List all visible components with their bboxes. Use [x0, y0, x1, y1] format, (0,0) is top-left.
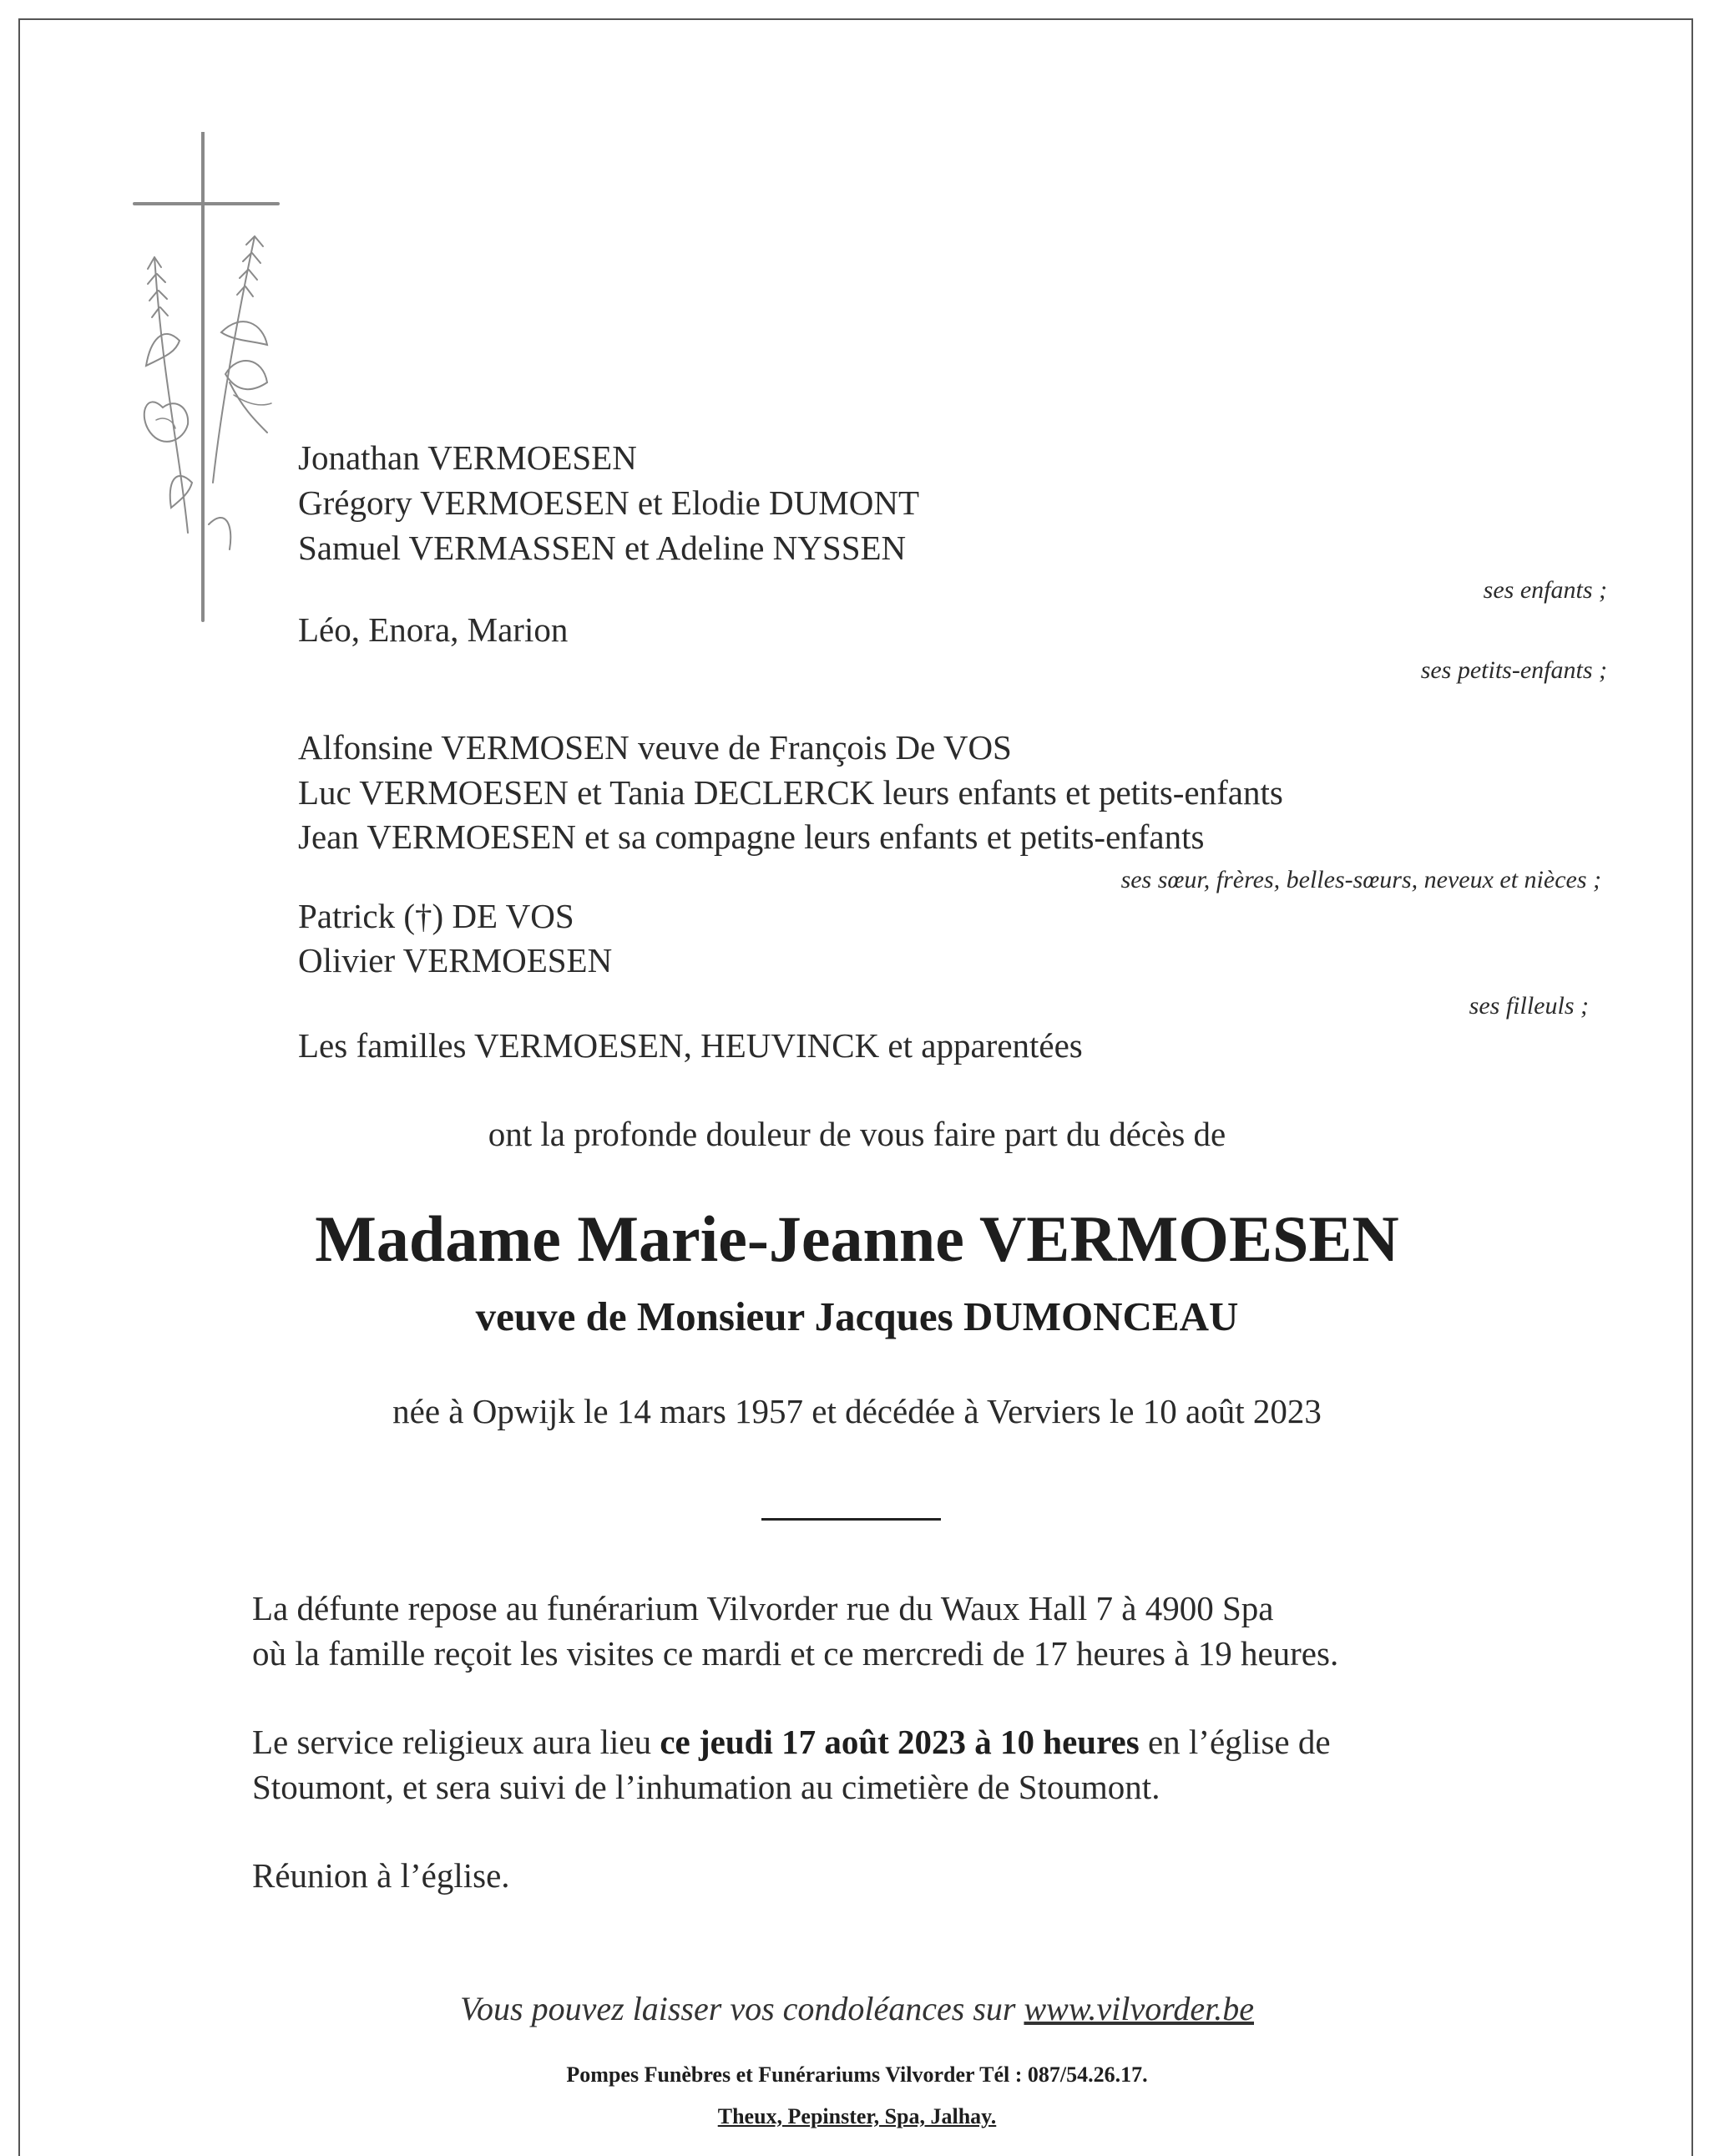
sibling-name: Alfonsine VERMOSEN veuve de François De VOS — [298, 728, 1012, 767]
announcement-intro: ont la profonde douleur de vous faire part du décès de — [488, 1115, 1226, 1153]
deceased-name: Madame Marie-Jeanne VERMOESEN — [315, 1202, 1399, 1275]
child-name: Jonathan VERMOESEN — [298, 438, 637, 477]
families-line: Les familles VERMOESEN, HEUVINCK et apparentées — [298, 1026, 1083, 1065]
widow-of-line: veuve de Monsieur Jacques DUMONCEAU — [475, 1293, 1239, 1339]
grandchildren-names: Léo, Enora, Marion — [298, 610, 569, 649]
condolences-line — [0, 1992, 1714, 2026]
footer-company: Pompes Funèbres et Funérariums Vilvorder Tél : 087/54.26.17. — [566, 2062, 1148, 2087]
godchild-name: Olivier VERMOESEN — [298, 941, 613, 979]
godchildren-role: ses filleuls ; — [1469, 992, 1589, 1020]
children-role: ses enfants ; — [1483, 576, 1607, 604]
siblings-role: ses sœur, frères, belles-sœurs, neveux et nièces ; — [1120, 866, 1601, 893]
rest-line-2: où la famille reçoit les visites ce mardi et ce mercredi de 17 heures à 19 heures. — [252, 1634, 1339, 1673]
service-suffix: en l’église de — [1139, 1723, 1331, 1761]
footer-locations — [0, 2106, 1714, 2128]
birth-death-dates: née à Opwijk le 14 mars 1957 et décédée à Verviers le 10 août 2023 — [392, 1392, 1322, 1430]
service-line-1 — [252, 1725, 1331, 1759]
child-name: Grégory VERMOESEN et Elodie DUMONT — [298, 483, 919, 522]
service-line-2: Stoumont, et sera suivi de l’inhumation au cimetière de Stoumont. — [252, 1768, 1160, 1806]
service-prefix: Le service religieux aura lieu — [252, 1723, 660, 1761]
rest-line-1: La défunte repose au funérarium Vilvorder rue du Waux Hall 7 à 4900 Spa — [252, 1589, 1274, 1627]
child-name: Samuel VERMASSEN et Adeline NYSSEN — [298, 529, 907, 567]
divider — [761, 1518, 941, 1521]
reunion-line: Réunion à l’église. — [252, 1856, 510, 1895]
cross-with-wheat-and-lily-icon — [129, 132, 296, 633]
godchild-name: Patrick (†) DE VOS — [298, 897, 574, 935]
service-date-time: ce jeudi 17 août 2023 à 10 heures — [660, 1723, 1140, 1761]
sibling-name: Jean VERMOESEN et sa compagne leurs enfants et petits-enfants — [298, 817, 1205, 856]
condolences-link[interactable]: www.vilvorder.be — [1024, 1990, 1254, 2027]
sibling-name: Luc VERMOESEN et Tania DECLERCK leurs enfants et petits-enfants — [298, 773, 1283, 812]
condolences-text: Vous pouvez laisser vos condoléances sur — [460, 1990, 1024, 2027]
grandchildren-role: ses petits-enfants ; — [1420, 656, 1607, 684]
footer-locations-text: Theux, Pepinster, Spa, Jalhay. — [717, 2104, 997, 2128]
